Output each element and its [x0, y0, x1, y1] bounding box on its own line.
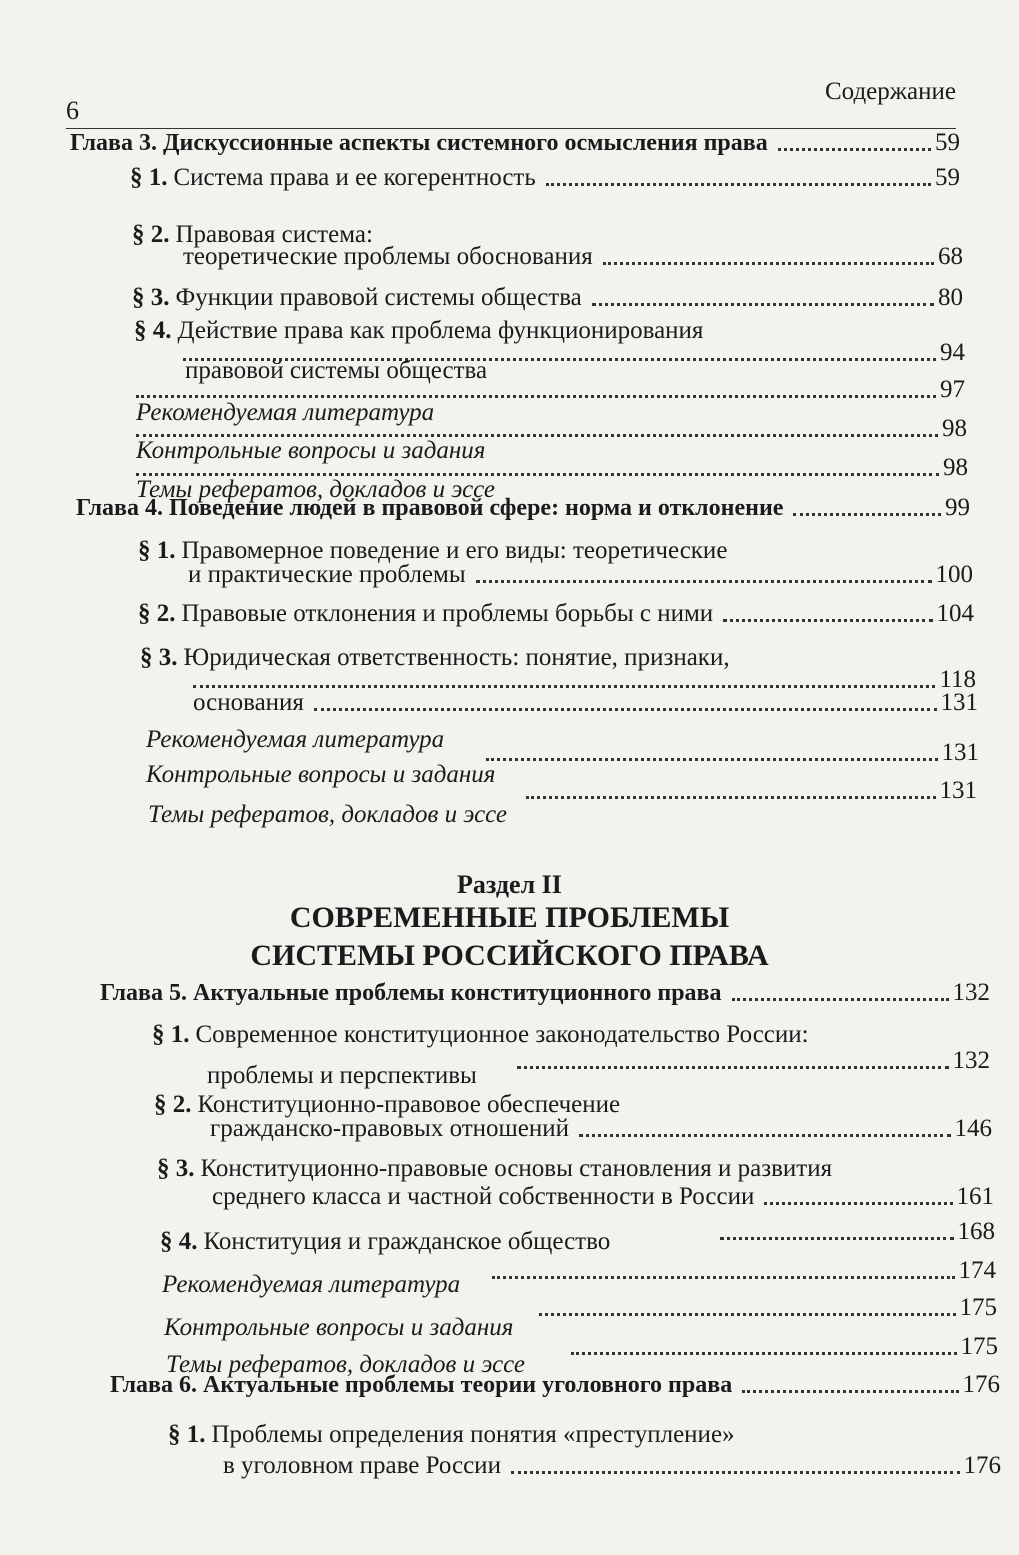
section-number: § 3. — [140, 644, 178, 671]
toc-page-number: 176 — [963, 1452, 1001, 1479]
toc-page-number: 174 — [958, 1257, 996, 1284]
toc-entry-title: Темы рефератов, докладов и эссе — [136, 476, 496, 503]
toc-page-number: 168 — [957, 1218, 995, 1245]
toc-entry-title: Функции правовой системы общества — [175, 284, 582, 311]
dot-leader — [511, 1471, 960, 1474]
dot-leader — [492, 1276, 955, 1279]
dot-leader — [793, 513, 941, 516]
toc-section-5-3-line2[interactable] — [212, 1182, 994, 1212]
toc-entry-title: Глава 6. Актуальные проблемы теории уголовного права — [110, 1372, 733, 1398]
toc-entry-title: проблемы и перспективы — [207, 1062, 477, 1089]
toc-entry-title: Конституционно-правовое обеспечение — [197, 1091, 621, 1118]
toc-entry-title: Рекомендуемая литература — [146, 726, 445, 753]
section-number: § 3. — [157, 1155, 195, 1182]
toc-section-6-1-line1[interactable] — [168, 1420, 735, 1450]
toc-page-number: 132 — [952, 1047, 990, 1074]
dot-leader — [571, 1352, 957, 1355]
dot-leader — [592, 303, 934, 306]
part-title-line1: СОВРЕМЕННЫЕ ПРОБЛЕМЫ — [289, 901, 730, 934]
toc-page-number: 131 — [939, 777, 977, 804]
dot-leader — [517, 1066, 949, 1069]
toc-chapter-4[interactable] — [76, 493, 970, 523]
section-number: § 1. — [130, 164, 168, 191]
toc-page-number: 59 — [935, 164, 960, 191]
toc-page-number: 80 — [938, 284, 963, 311]
toc-page-number: 161 — [956, 1183, 994, 1210]
section-number: § 1. — [138, 537, 176, 564]
toc-section-5-2-line2[interactable] — [210, 1114, 992, 1144]
toc-entry-title: и практические проблемы — [188, 561, 466, 588]
dot-leader — [539, 1313, 956, 1316]
section-number: § 2. — [138, 600, 176, 627]
toc-page-number: 118 — [939, 666, 976, 693]
toc-page-number: 175 — [960, 1333, 998, 1360]
dot-leader — [603, 262, 934, 265]
section-number: § 2. — [154, 1091, 192, 1118]
toc-page-number: 176 — [962, 1371, 1000, 1398]
section-number: § 1. — [168, 1421, 206, 1448]
toc-entry-title: Конституционно-правовые основы становления и развития — [200, 1155, 833, 1182]
section-number: § 1. — [152, 1021, 190, 1048]
dot-leader — [526, 796, 936, 799]
toc-entry-title: Конституция и гражданское общество — [203, 1228, 611, 1255]
toc-entry-title: среднего класса и частной собственности в России — [212, 1183, 755, 1210]
toc-section-4-1-line2[interactable] — [188, 560, 973, 590]
dot-leader — [732, 998, 949, 1001]
section-number: § 3. — [132, 284, 170, 311]
toc-section-3-1[interactable] — [130, 163, 960, 193]
toc-page-number: 59 — [935, 129, 960, 156]
dot-leader — [579, 1134, 950, 1137]
running-head — [66, 78, 956, 129]
toc-page-number: 100 — [935, 561, 973, 588]
toc-page-number: 99 — [945, 494, 970, 521]
toc-section-3-3[interactable] — [132, 283, 963, 313]
toc-entry-title: Рекомендуемая литература — [162, 1271, 461, 1298]
toc-entry-title: Правовая система: — [175, 221, 373, 248]
toc-page-number: 98 — [942, 415, 967, 442]
toc-entry-title: Юридическая ответственность: понятие, признаки, — [183, 644, 730, 671]
part-title-line2: СИСТЕМЫ РОССИЙСКОГО ПРАВА — [250, 939, 769, 972]
toc-entry-title: Контрольные вопросы и задания — [146, 761, 496, 788]
toc-entry-title: Современное конституционное законодательство России: — [195, 1021, 809, 1048]
toc-entry-title: Система права и ее когерентность — [173, 164, 536, 191]
toc-page-number: 175 — [959, 1294, 997, 1321]
toc-section-3-2-line2[interactable] — [183, 242, 963, 272]
section-number: § 2. — [132, 221, 170, 248]
section-number: § 4. — [160, 1228, 198, 1255]
dot-leader — [476, 580, 932, 583]
toc-section-6-1-line2[interactable] — [223, 1451, 1001, 1481]
toc-section-5-1-line2[interactable] — [207, 1061, 477, 1091]
toc-entry-title: Проблемы определения понятия «преступление» — [211, 1421, 735, 1448]
toc-entry-title: Рекомендуемая литература — [136, 399, 435, 426]
part-label: Раздел II — [457, 870, 562, 899]
dot-leader — [486, 758, 938, 761]
toc-section-4-3-line2[interactable] — [193, 688, 978, 718]
toc-section-5-4[interactable] — [160, 1227, 610, 1257]
toc-entry-title: Правовые отклонения и проблемы борьбы с ними — [181, 600, 714, 627]
toc-page-number: 131 — [941, 739, 979, 766]
toc-entry-title: Глава 3. Дискуссионные аспекты системного осмысления права — [70, 130, 768, 156]
toc-entry-title: правовой системы общества — [185, 357, 488, 384]
dot-leader — [720, 1237, 954, 1240]
toc-entry-title: Контрольные вопросы и задания — [164, 1314, 514, 1341]
toc-page-number: 132 — [952, 979, 990, 1006]
toc-chapter-3[interactable] — [70, 128, 960, 158]
toc-entry-title: гражданско-правовых отношений — [210, 1115, 570, 1142]
dot-leader — [314, 708, 937, 711]
page-number: 6 — [66, 96, 79, 125]
running-head-title: Содержание — [825, 78, 956, 105]
toc-page-number: 98 — [943, 454, 968, 481]
toc-chapter-5[interactable] — [100, 978, 990, 1008]
toc-entry-title: Глава 5. Актуальные проблемы конституционного права — [100, 980, 722, 1006]
toc-entry-title: теоретические проблемы обоснования — [183, 243, 593, 270]
toc-entry-title: Контрольные вопросы и задания — [136, 437, 486, 464]
toc-page-number: 146 — [954, 1115, 992, 1142]
toc-entry-title: Темы рефератов, докладов и эссе — [166, 1351, 526, 1378]
dot-leader — [546, 183, 931, 186]
toc-chapter-6[interactable] — [110, 1370, 1000, 1400]
toc-page-number: 94 — [940, 339, 965, 366]
toc-entry-title: в уголовном праве России — [223, 1452, 501, 1479]
toc-section-5-3-line1[interactable] — [157, 1154, 832, 1184]
toc-section-4-2[interactable] — [138, 599, 974, 629]
dot-leader — [742, 1390, 958, 1393]
toc-entry-title: Темы рефератов, докладов и эссе — [148, 801, 508, 828]
toc-entry-title: Действие права как проблема функционирования — [177, 317, 704, 344]
section-number: § 4. — [134, 317, 172, 344]
dot-leader — [778, 148, 931, 151]
dot-leader — [723, 619, 932, 622]
toc-page-number: 104 — [936, 600, 974, 627]
toc-entry-title: основания — [193, 689, 304, 716]
toc-page-number: 131 — [940, 689, 978, 716]
dot-leader — [764, 1202, 952, 1205]
toc-ch4-topics-title[interactable] — [148, 800, 507, 830]
toc-page-number: 68 — [938, 243, 963, 270]
toc-entry-title: Глава 4. Поведение людей в правовой сфере: норма и отклонение — [76, 495, 784, 521]
toc-entry-title: Правомерное поведение и его виды: теоретические — [181, 537, 728, 564]
toc-page-number: 97 — [940, 376, 965, 403]
